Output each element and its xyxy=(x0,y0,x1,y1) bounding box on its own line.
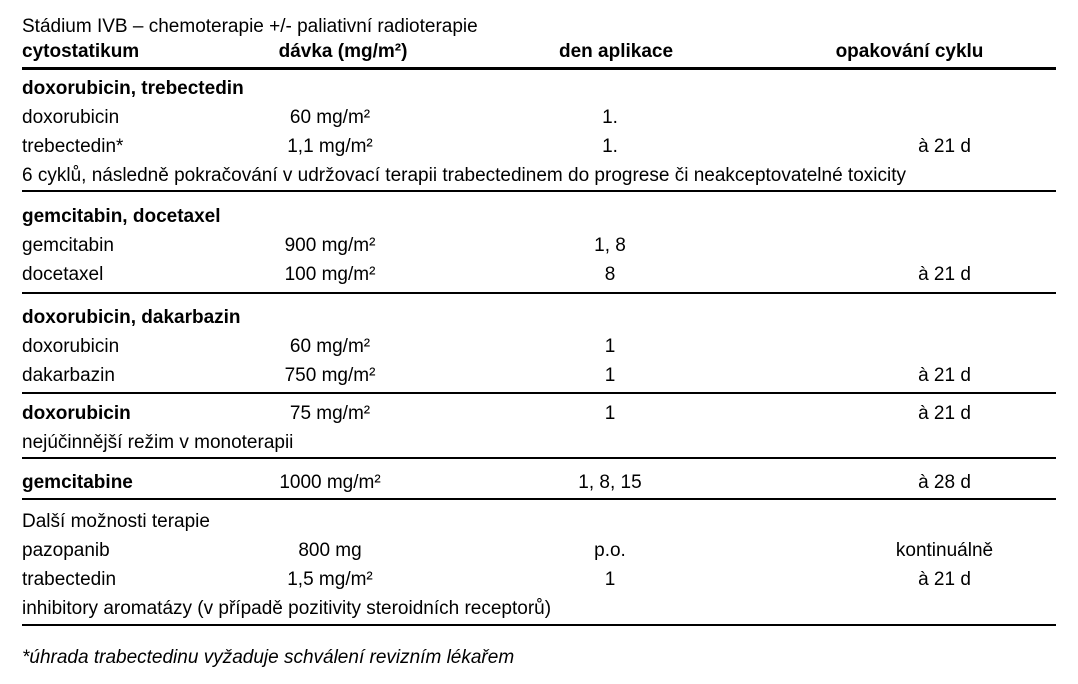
cycle-cell: à 21 d xyxy=(918,136,971,157)
drug-name-cell: trebectedin* xyxy=(22,136,124,157)
drug-row xyxy=(22,361,1056,390)
cycle-cell: à 21 d xyxy=(918,264,971,285)
dose-cell: 1000 mg/m² xyxy=(279,472,381,493)
note-row xyxy=(22,428,1056,457)
table-section xyxy=(22,459,1056,500)
column-header-opakovani-cyklu: opakování cyklu xyxy=(835,41,984,62)
column-header-cytostatikum: cytostatikum xyxy=(22,41,140,62)
dose-cell: 100 mg/m² xyxy=(284,264,376,285)
table-section xyxy=(22,500,1056,626)
day-cell: 1 xyxy=(604,569,616,590)
footnote: *úhrada trabectedinu vyžaduje schválení revizním lékařem xyxy=(22,647,515,668)
drug-row xyxy=(22,231,1056,260)
dose-cell: 750 mg/m² xyxy=(284,365,376,386)
cycle-cell: à 21 d xyxy=(918,569,971,590)
group-header-cell: doxorubicin, dakarbazin xyxy=(22,307,241,328)
cycle-cell: à 28 d xyxy=(918,472,971,493)
table-body xyxy=(22,70,1056,626)
note-cell: inhibitory aromatázy (v případě pozitivity steroidních receptorů) xyxy=(22,598,552,619)
cycle-cell: kontinuálně xyxy=(895,540,994,561)
day-cell: 1, 8, 15 xyxy=(578,472,642,493)
table-header-row xyxy=(22,41,1056,70)
dose-cell: 800 mg xyxy=(298,540,362,561)
day-cell: 1. xyxy=(602,136,618,157)
drug-row xyxy=(22,260,1056,289)
group-header-row xyxy=(22,303,1056,332)
cycle-cell xyxy=(833,103,1056,132)
note-cell: 6 cyklů, následně pokračování v udržovací terapii trabectedinem do progrese či neakceptovatelné toxicity xyxy=(22,165,906,186)
note-cell: Další možnosti terapie xyxy=(22,511,210,532)
cycle-cell xyxy=(833,332,1056,361)
drug-name-cell: doxorubicin xyxy=(22,403,131,424)
dose-cell: 60 mg/m² xyxy=(289,336,371,357)
drug-row xyxy=(22,536,1056,565)
note-row xyxy=(22,594,1056,623)
table-section xyxy=(22,394,1056,459)
day-cell: 8 xyxy=(604,264,616,285)
table-section xyxy=(22,192,1056,294)
cycle-cell: à 21 d xyxy=(918,365,971,386)
note-row xyxy=(22,507,1056,536)
drug-row xyxy=(22,565,1056,594)
cycle-cell: à 21 d xyxy=(918,403,971,424)
table-section xyxy=(22,294,1056,394)
dose-cell: 1,5 mg/m² xyxy=(287,569,373,590)
dose-cell: 900 mg/m² xyxy=(284,235,376,256)
day-cell: 1 xyxy=(604,365,616,386)
group-header-cell: doxorubicin, trebectedin xyxy=(22,78,244,99)
group-header-row xyxy=(22,74,1056,103)
note-row xyxy=(22,161,1056,190)
drug-row xyxy=(22,468,1056,497)
drug-name-cell: gemcitabin xyxy=(22,235,114,256)
day-cell: p.o. xyxy=(594,540,626,561)
drug-name-cell: gemcitabine xyxy=(22,472,133,493)
drug-name-cell: dakarbazin xyxy=(22,365,115,386)
dose-cell: 1,1 mg/m² xyxy=(287,136,373,157)
drug-row xyxy=(22,399,1056,428)
note-cell: nejúčinnější režim v monoterapii xyxy=(22,432,294,453)
group-header-cell: gemcitabin, docetaxel xyxy=(22,206,221,227)
day-cell: 1 xyxy=(604,336,616,357)
table-section xyxy=(22,70,1056,192)
drug-name-cell: docetaxel xyxy=(22,264,104,285)
drug-row xyxy=(22,132,1056,161)
drug-row xyxy=(22,332,1056,361)
day-cell: 1. xyxy=(602,107,618,128)
group-header-row xyxy=(22,202,1056,231)
dose-cell: 60 mg/m² xyxy=(289,107,371,128)
column-header-davka: dávka (mg/m²) xyxy=(278,41,408,62)
drug-name-cell: trabectedin xyxy=(22,569,117,590)
day-cell: 1 xyxy=(604,403,616,424)
drug-name-cell: doxorubicin xyxy=(22,107,120,128)
column-header-den-aplikace: den aplikace xyxy=(558,41,674,62)
dose-cell: 75 mg/m² xyxy=(289,403,371,424)
drug-row xyxy=(22,103,1056,132)
drug-name-cell: pazopanib xyxy=(22,540,110,561)
cycle-cell xyxy=(833,231,1056,260)
drug-name-cell: doxorubicin xyxy=(22,336,120,357)
day-cell: 1, 8 xyxy=(594,235,626,256)
table-title: Stádium IVB – chemoterapie +/- paliativní radioterapie xyxy=(22,16,478,37)
